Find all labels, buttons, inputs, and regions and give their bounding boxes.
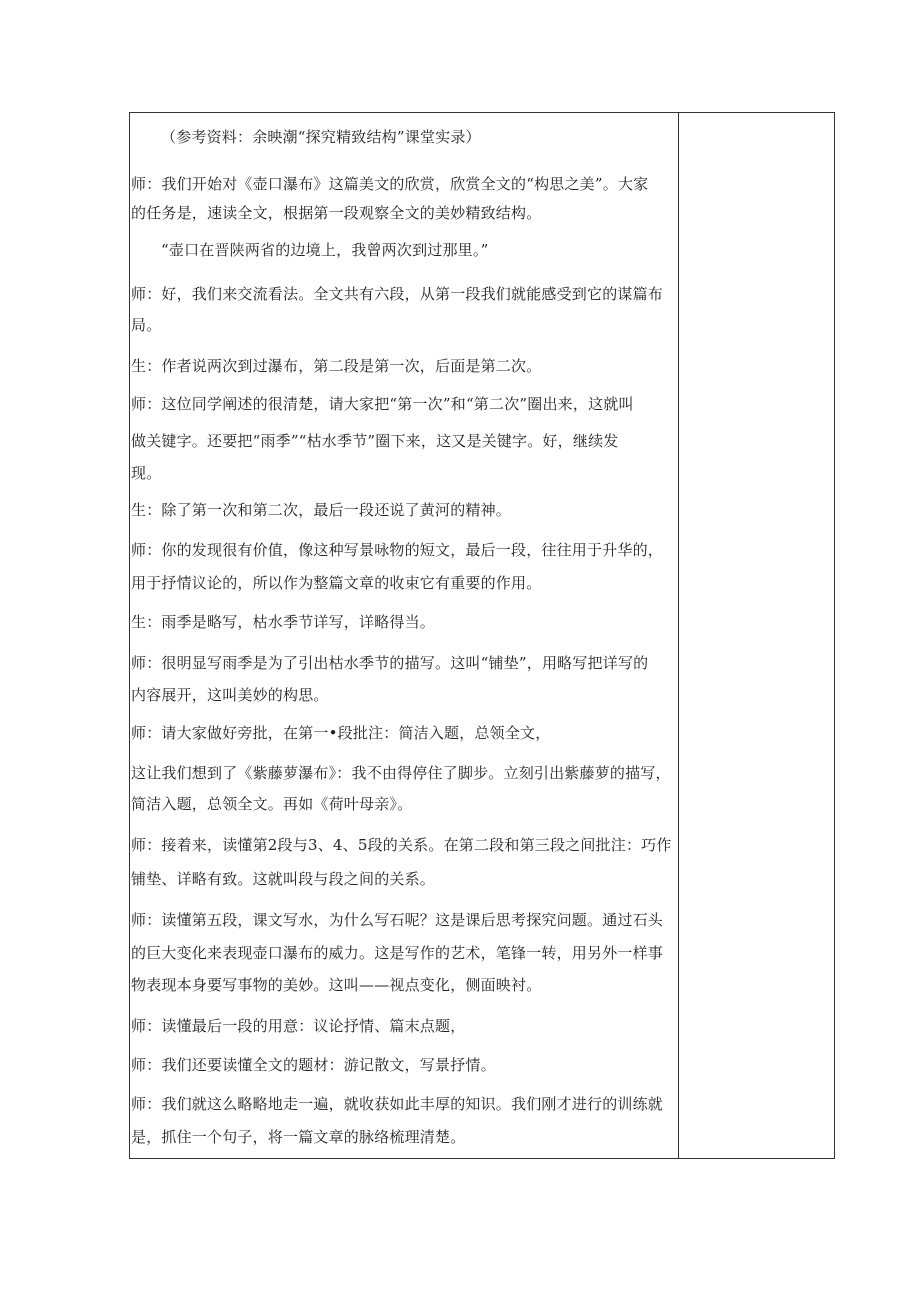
text-line: 师：请大家做好旁批，在第一•段批注：简洁入题，总领全文， <box>131 724 551 742</box>
text-line: 的任务是，速读全文，根据第一段观察全文的美妙精致结构。 <box>131 204 542 222</box>
text-line: 生：作者说两次到过瀑布，第二段是第一次，后面是第二次。 <box>131 357 542 375</box>
text-line: 这让我们想到了《紫藤萝瀑布》：我不由得停住了脚步。立刻引出紫藤萝的描写， <box>131 764 671 782</box>
text-line: 现。 <box>131 464 162 482</box>
table-frame <box>129 112 835 1159</box>
text-line: 师：读懂第五段，课文写水，为什么写石呢？这是课后思考探究问题。通过石头 <box>131 911 664 929</box>
text-line: 师：接着来，读懂第2段与3、4、5段的关系。在第二段和第三段之间批注：巧作 <box>131 836 672 854</box>
text-line: 师：我们就这么略略地走一遍，就收获如此丰厚的知识。我们刚才进行的训练就 <box>131 1095 664 1113</box>
text-line: 师：读懂最后一段的用意：议论抒情、篇末点题， <box>131 1017 466 1035</box>
text-line: 生：除了第一次和第二次，最后一段还说了黄河的精神。 <box>131 501 512 519</box>
text-line: （参考资料：余映潮“探究精致结构”课堂实录） <box>161 128 481 146</box>
text-line: 内容展开，这叫美妙的构思。 <box>131 686 329 704</box>
text-line: 师：好，我们来交流看法。全文共有六段，从第一段我们就能感受到它的谋篇布 <box>131 285 664 303</box>
text-line: 是，抓住一个句子，将一篇文章的脉络梳理清楚。 <box>131 1128 466 1146</box>
text-line: 师：很明显写雨季是为了引出枯水季节的描写。这叫“铺垫”，用略写把详写的 <box>131 654 649 672</box>
text-line: 生：雨季是略写，枯水季节详写，详略得当。 <box>131 613 436 631</box>
text-line: 铺垫、详略有致。这就叫段与段之间的关系。 <box>131 870 436 888</box>
text-line: 师：这位同学阐述的很清楚，请大家把“第一次”和“第二次”圈出来，这就叫 <box>131 395 634 413</box>
text-line: 师：我们开始对《壶口瀑布》这篇美文的欣赏，欣赏全文的“构思之美”。大家 <box>131 175 649 193</box>
text-line: 局。 <box>131 316 162 334</box>
text-line: 物表现本身要写事物的美妙。这叫——视点变化，侧面映衬。 <box>131 976 542 994</box>
text-line: 用于抒情议论的，所以作为整篇文章的收束它有重要的作用。 <box>131 574 542 592</box>
text-line: 的巨大变化来表现壶口瀑布的威力。这是写作的艺术，笔锋一转，用另外一样事 <box>131 944 664 962</box>
text-line: 师：你的发现很有价值，像这种写景咏物的短文，最后一段，往往用于升华的， <box>131 541 664 559</box>
text-line: 做关键字。还要把“雨季”“枯水季节”圈下来，这又是关键字。好，继续发 <box>131 432 619 450</box>
text-line: 简洁入题，总领全文。再如《荷叶母亲》。 <box>131 795 413 813</box>
column-divider <box>678 112 679 1159</box>
text-line: “壶口在晋陕两省的边境上，我曾两次到过那里。” <box>161 241 489 259</box>
text-line: 师：我们还要读懂全文的题材：游记散文，写景抒情。 <box>131 1056 496 1074</box>
